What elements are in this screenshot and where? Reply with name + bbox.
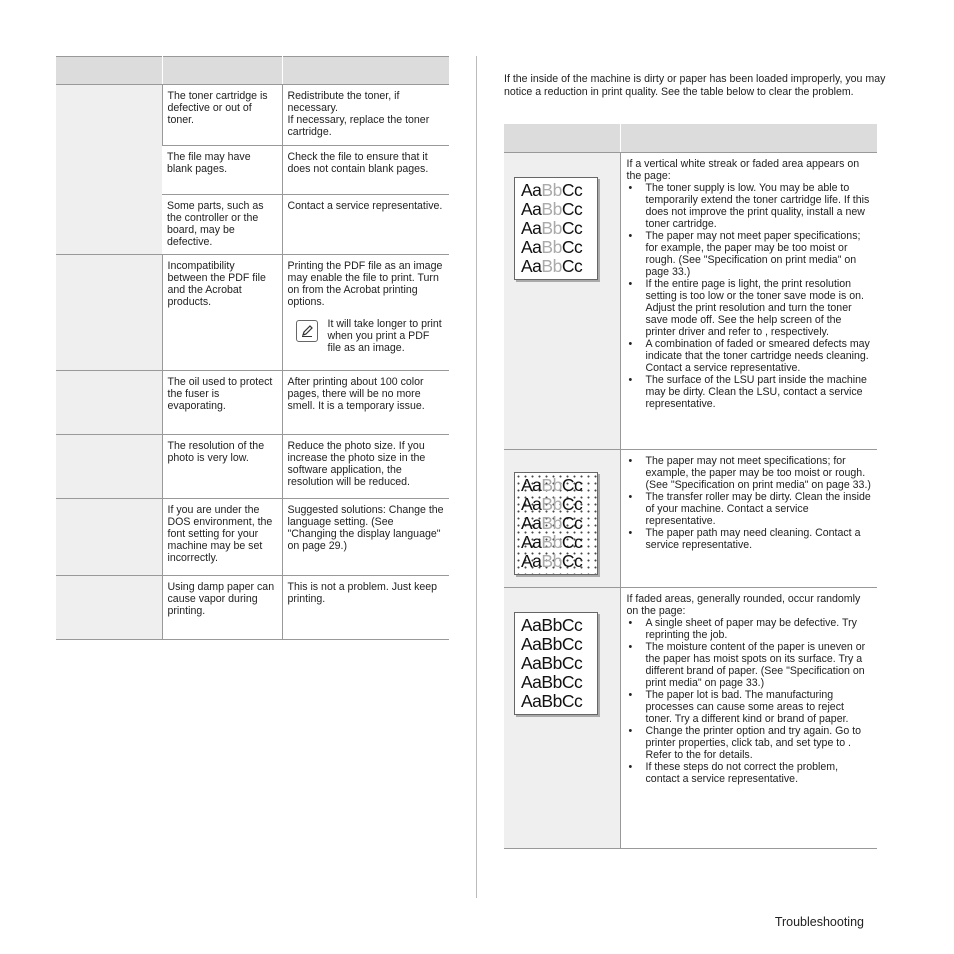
solution-text: If necessary, replace the toner cartridge. (287, 114, 430, 138)
table-row (56, 85, 449, 146)
dropout-sample: AaBbCc AaBbCc AaBbCc AaBbCc AaBbCc (514, 612, 598, 715)
cause-cell: Some parts, such as the controller or the board, may be defective. (162, 195, 282, 255)
solution-cell: Reduce the photo size. If you increase the photo size in the software application, the resolution will be reduced. (282, 435, 449, 499)
solution-cell (620, 450, 877, 588)
list-item: • The toner supply is low. You may be able to temporarily extend the toner cartridge life. If this does not improve the print quality, install a new toner cartridge. (627, 182, 872, 230)
header-condition (56, 57, 162, 85)
sample-cell (504, 153, 620, 450)
list-item: • Change the printer option and try again. Go to printer properties, click tab, and set type to . Refer to the for details. (627, 725, 872, 761)
table-row (56, 435, 449, 499)
left-troubleshooting-table (56, 56, 449, 640)
condition-cell (56, 576, 162, 640)
cause-cell: Incompatibility between the PDF file and the Acrobat products. (162, 255, 282, 371)
list-item: • The paper lot is bad. The manufacturing processes can cause some areas to reject toner. Try a different kind or brand of paper. (627, 689, 872, 725)
solution-cell: Contact a service representative. (282, 195, 449, 255)
bullet-list (627, 617, 872, 785)
right-table-header (504, 124, 877, 153)
condition-cell (56, 371, 162, 435)
list-item: • A single sheet of paper may be defective. Try reprinting the job. (627, 617, 872, 641)
sample-cell (504, 588, 620, 849)
table-row (56, 255, 449, 371)
toner-specks-sample: AaBbCc AaBbCc AaBbCc AaBbCc AaBbCc (514, 472, 598, 575)
list-item: • The paper path may need cleaning. Contact a service representative. (627, 527, 872, 551)
intro-paragraph: If the inside of the machine is dirty or paper has been loaded improperly, you may notice a reduction in print quality. See the table below to clear the problem. (504, 73, 886, 98)
sample-cell (504, 450, 620, 588)
note-box (288, 318, 445, 354)
print-quality-table (504, 124, 877, 849)
cause-cell: If you are under the DOS environment, the font setting for your machine may be set incorrectly. (162, 499, 282, 576)
list-item: • The transfer roller may be dirty. Clean the inside of your machine. Contact a service representative. (627, 491, 872, 527)
condition-cell (56, 499, 162, 576)
cause-cell: Using damp paper can cause vapor during printing. (162, 576, 282, 640)
list-item: • If these steps do not correct the problem, contact a service representative. (627, 761, 872, 785)
table-row (504, 450, 877, 588)
list-item: • A combination of faded or smeared defects may indicate that the toner cartridge needs cleaning. Contact a service representative. (627, 338, 872, 374)
table-row (56, 371, 449, 435)
list-item: • The paper may not meet paper specifications; for example, the paper may be too moist or rough. (See "Specification on print media" on page 33.) (627, 230, 872, 278)
solution-cell: Check the file to ensure that it does not contain blank pages. (282, 146, 449, 195)
cause-cell: The oil used to protect the fuser is evaporating. (162, 371, 282, 435)
header-solution (620, 124, 877, 153)
header-cause (162, 57, 282, 85)
list-item: • The surface of the LSU part inside the machine may be dirty. Clean the LSU, contact a service representative. (627, 374, 872, 410)
light-print-sample: AaBbCc AaBbCc AaBbCc AaBbCc AaBbCc (514, 177, 598, 280)
cause-cell: The toner cartridge is defective or out of toner. (162, 85, 282, 146)
column-divider (476, 56, 477, 898)
lead-text: If faded areas, generally rounded, occur randomly on the page: (626, 593, 861, 617)
solution-cell (282, 255, 449, 371)
note-text: It will take longer to print when you print a PDF file as an image. (327, 318, 442, 354)
solution-text: Redistribute the toner, if necessary. (287, 90, 400, 114)
condition-cell (56, 85, 162, 255)
solution-cell (282, 85, 449, 146)
condition-cell (56, 255, 162, 371)
solution-text: Printing the PDF file as an image may enable the file to print. Turn on from the Acrobat printing options. (287, 260, 443, 308)
bullet-list (627, 455, 872, 551)
list-item: • If the entire page is light, the print resolution setting is too low or the toner save mode is on. Adjust the print resolution and turn the toner save mode off. See the help screen of the printer driver and refer to , respectively. (627, 278, 872, 338)
left-table-header (56, 57, 449, 85)
solution-cell: After printing about 100 color pages, there will be no more smell. It is a temporary issue. (282, 371, 449, 435)
solution-cell (620, 153, 877, 450)
note-pencil-icon (296, 320, 318, 342)
bullet-list (627, 182, 872, 410)
table-row (504, 588, 877, 849)
table-row (504, 153, 877, 450)
list-item: • The paper may not meet specifications; for example, the paper may be too moist or rough. (See "Specification on print media" on page 33.) (627, 455, 872, 491)
table-row (56, 499, 449, 576)
table-row (56, 576, 449, 640)
solution-cell (620, 588, 877, 849)
page-footer: Troubleshooting (774, 915, 864, 929)
header-solution (282, 57, 449, 85)
lead-text: If a vertical white streak or faded area appears on the page: (626, 158, 860, 182)
condition-cell (56, 435, 162, 499)
solution-cell: Suggested solutions: Change the language setting. (See "Changing the display language" on page 29.) (282, 499, 449, 576)
list-item: • The moisture content of the paper is uneven or the paper has moist spots on its surface. Try a different brand of paper. (See "Specification on print media" on page 33.) (627, 641, 872, 689)
cause-cell: The file may have blank pages. (162, 146, 282, 195)
cause-cell: The resolution of the photo is very low. (162, 435, 282, 499)
solution-cell: This is not a problem. Just keep printing. (282, 576, 449, 640)
header-condition (504, 124, 620, 153)
